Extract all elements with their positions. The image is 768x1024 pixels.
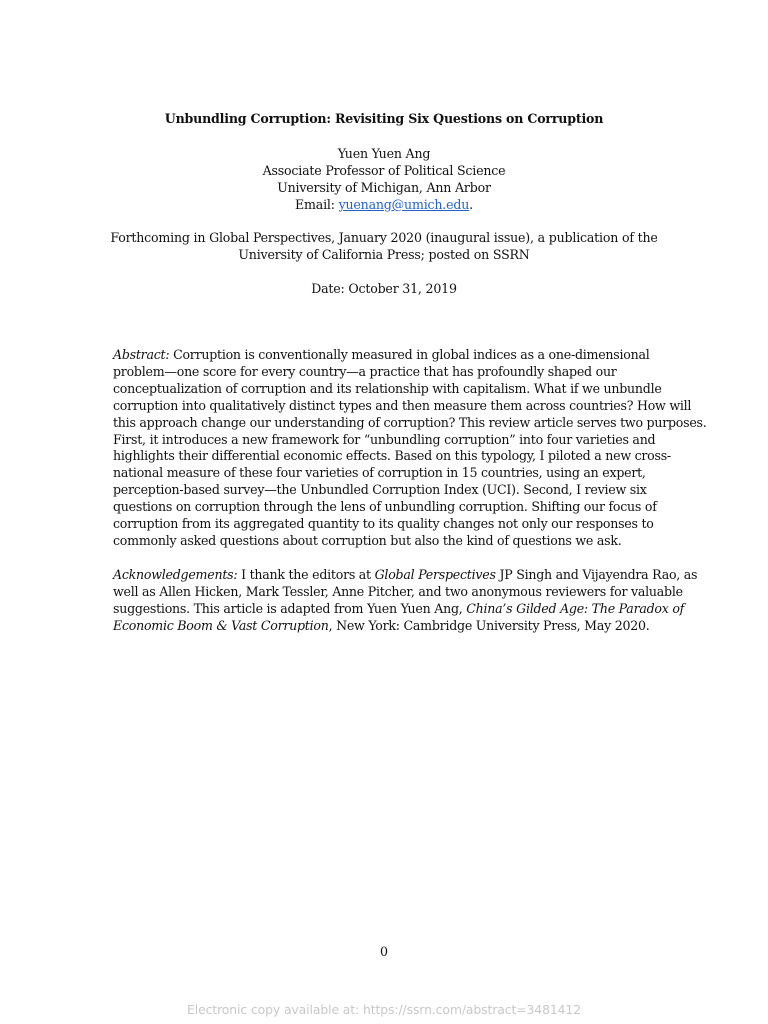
abstract-line: corruption from its aggregated quantity to its quality changes not only our responses to [113,516,654,532]
abstract-line: questions on corruption through the lens of unbundling corruption. Shifting our focus of [113,499,657,515]
author-name: Yuen Yuen Ang [337,146,431,161]
page-number: 0 [379,944,388,959]
date-line: Date: October 31, 2019 [311,281,457,296]
email-suffix: . [469,197,473,212]
publication-note-line: Forthcoming in Global Perspectives, January 2020 (inaugural issue), a publication of the [110,230,658,245]
author-email-line [100,196,668,213]
acknowledgements-line [113,618,658,635]
journal-name: Global Perspectives [374,567,496,582]
acknowledgements-line [113,600,685,618]
abstract-line: commonly asked questions about corruption but also the kind of questions we ask. [113,532,622,548]
acknowledgements-paragraph [113,567,698,635]
publication-note-line: University of California Press; posted on SSRN [238,247,530,262]
abstract-text: Corruption is conventionally measured in global indices as a one-dimensional [169,347,650,362]
ssrn-footer: Electronic copy available at: https://ssrn.com/abstract=3481412 [187,1002,581,1017]
email-label: Email: [295,197,339,212]
ack-text: I thank the editors at [237,567,375,582]
abstract-line: First, it introduces a new framework for “unbundling corruption” into four varieties and [113,431,656,447]
abstract-paragraph [113,347,707,550]
ack-text: , New York: Cambridge University Press, May 2020. [328,617,650,633]
acknowledgements-label: Acknowledgements: [113,567,238,582]
ack-text: JP Singh and Vijayendra Rao, as [495,567,698,582]
book-title: Economic Boom & Vast Corruption [113,617,329,633]
author-affiliation: University of Michigan, Ann Arbor [277,180,491,195]
abstract-line: problem—one score for every country—a practice that has profoundly shaped our [113,363,617,379]
email-link[interactable]: yuenang@umich.edu [338,197,470,212]
abstract-label: Abstract: [113,347,170,362]
ack-text: suggestions. This article is adapted from Yuen Yuen Ang, [113,600,467,616]
abstract-line [113,347,658,364]
abstract-line: corruption into qualitatively distinct types and then measure them across countries? How will [113,397,692,413]
abstract-line: national measure of these four varieties of corruption in 15 countries, using an expert, [113,465,646,481]
author-position: Associate Professor of Political Science [262,163,506,178]
abstract-line: perception-based survey—the Unbundled Corruption Index (UCI). Second, I review six [113,482,647,498]
acknowledgements-line: well as Allen Hicken, Mark Tessler, Anne Pitcher, and two anonymous reviewers for valuable [113,583,683,599]
acknowledgements-line [113,567,698,584]
abstract-line: this approach change our understanding of corruption? This review article serves two purposes. [113,414,707,430]
book-title: China’s Gilded Age: The Paradox of [466,600,685,616]
abstract-line: highlights their differential economic effects. Based on this typology, I piloted a new cross- [113,448,671,464]
abstract-line: conceptualization of corruption and its relationship with capitalism. What if we unbundle [113,380,662,396]
publication-note [96,229,672,263]
author-block [100,145,668,213]
paper-title: Unbundling Corruption: Revisiting Six Questions on Corruption [164,111,604,126]
